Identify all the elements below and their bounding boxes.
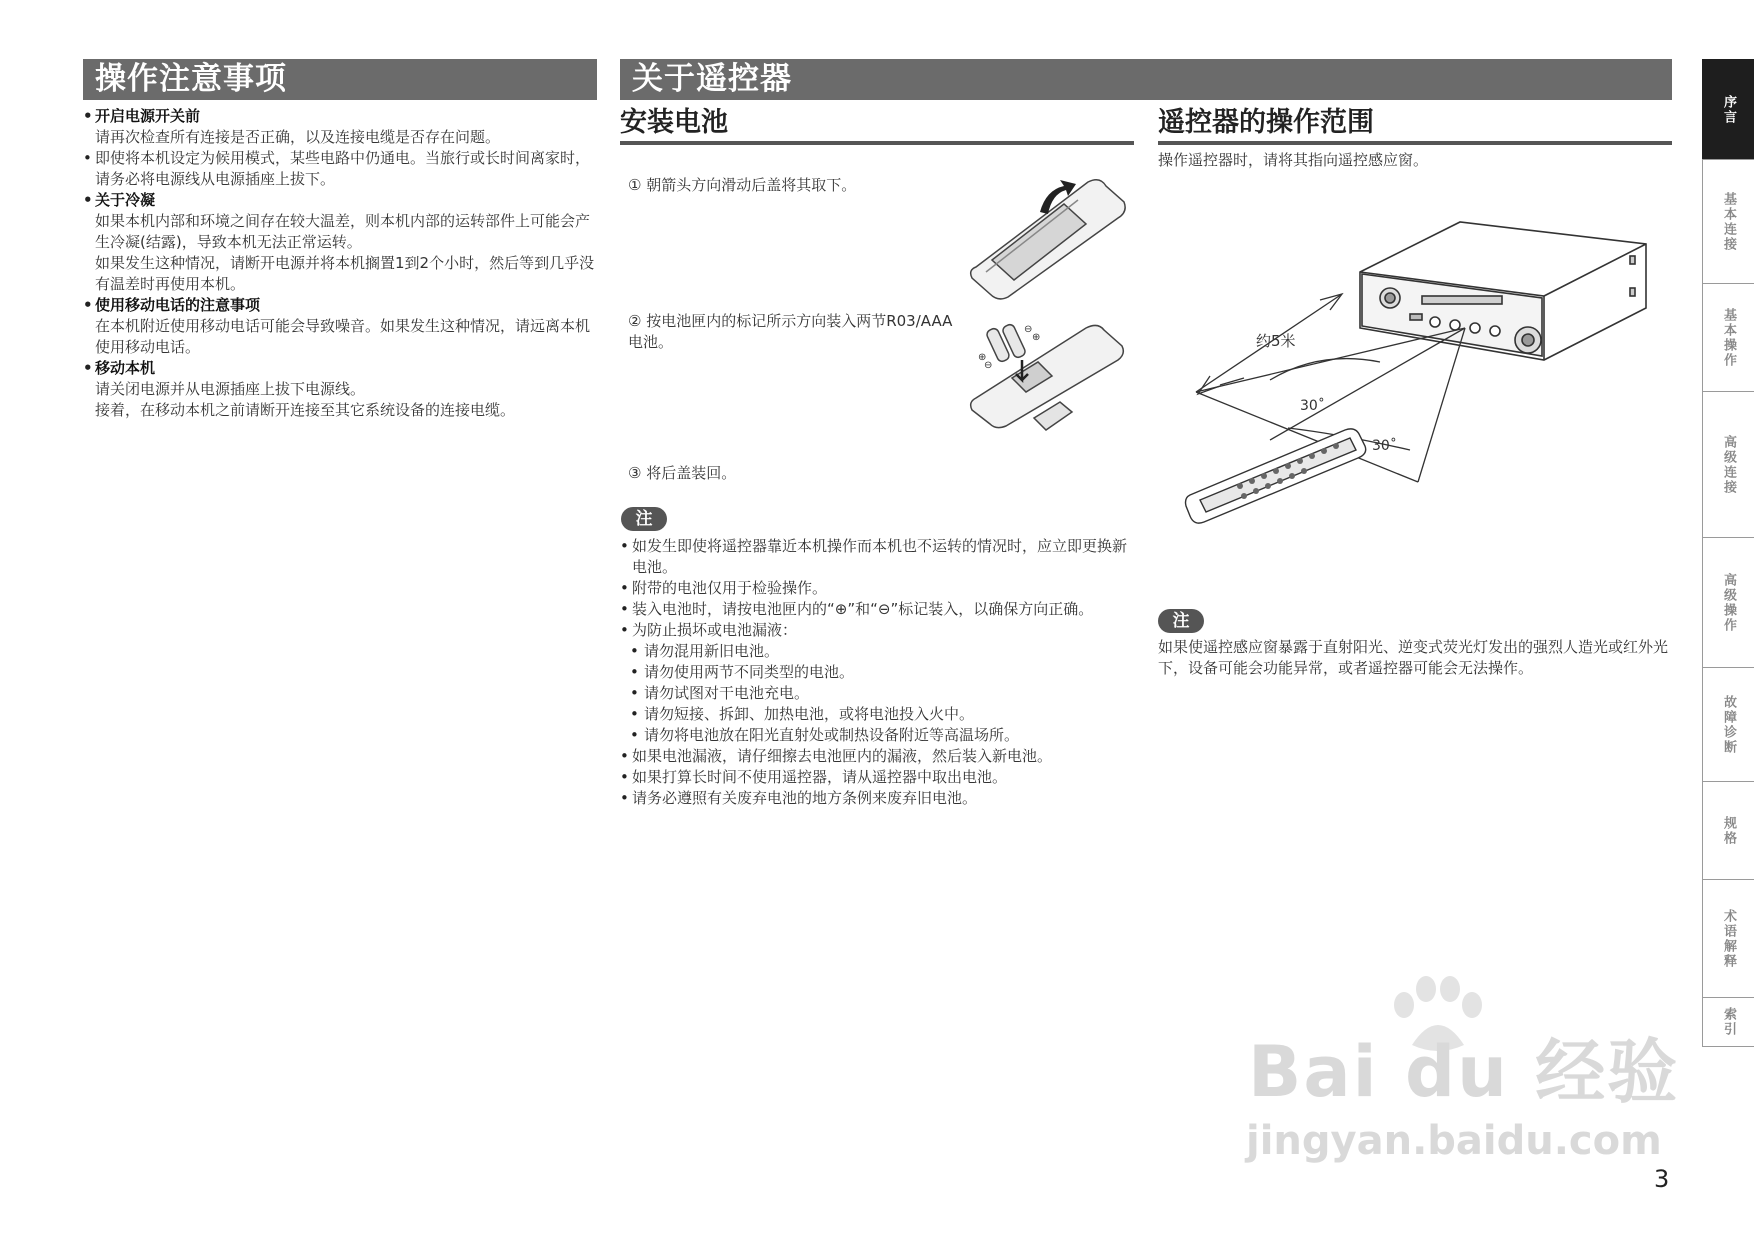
battery-step-3: ③ 将后盖装回。 — [628, 464, 737, 482]
range-angle-upper: 30˚ — [1300, 398, 1325, 414]
precaution-text: 请再次检查所有连接是否正确，以及连接电缆是否存在问题。 — [95, 128, 501, 146]
page-number: 3 — [1654, 1165, 1670, 1193]
range-angle-lower: 30˚ — [1372, 438, 1397, 454]
battery-note-item: • 如果电池漏液，请仔细擦去电池匣内的漏液，然后装入新电池。 — [620, 746, 1134, 767]
battery-subnote-item: • 请勿将电池放在阳光直射处或制热设备附近等高温场所。 — [620, 725, 1134, 746]
remote-cover-illustration — [968, 172, 1128, 302]
range-title: 遥控器的操作范围 — [1158, 103, 1672, 145]
side-tab-label: 序言 — [1721, 94, 1736, 125]
side-tab-advanced-connection[interactable] — [1702, 391, 1754, 537]
precaution-text: 如果发生这种情况，请断开电源并将本机搁置1到2个小时，然后等到几乎没有温差时再使用本机。 — [95, 254, 595, 293]
side-tab-label: 高级操作 — [1721, 572, 1736, 633]
svg-text:⊕: ⊕ — [978, 352, 987, 363]
side-tab-advanced-operation[interactable] — [1702, 537, 1754, 667]
range-note-badge: 注 — [1158, 609, 1204, 633]
precaution-text: 接着，在移动本机之前请断开连接至其它系统设备的连接电缆。 — [95, 401, 516, 419]
battery-step-2-text: ② 按电池匣内的标记所示方向装入两节R03/AAA电池。 — [628, 312, 953, 351]
battery-subnote-item: • 请勿混用新旧电池。 — [620, 641, 1134, 662]
precaution-head: • 移动本机 — [83, 358, 597, 379]
battery-note-item: • 如果打算长时间不使用遥控器，请从遥控器中取出电池。 — [620, 767, 1134, 788]
side-tab-basic-operation[interactable] — [1702, 283, 1754, 391]
precaution-head: • 使用移动电话的注意事项 — [83, 295, 597, 316]
battery-subnote-item: • 请勿使用两节不同类型的电池。 — [620, 662, 1134, 683]
range-note-text: 如果使遥控感应窗暴露于直射阳光、逆变式荧光灯发出的强烈人造光或红外光下，设备可能会功能异常，或者遥控器可能会无法操作。 — [1158, 638, 1669, 677]
battery-note-item: • 如发生即使将遥控器靠近本机操作而本机也不运转的情况时，应立即更换新电池。 — [620, 536, 1134, 578]
side-tab-label: 术语解释 — [1721, 908, 1736, 969]
precaution-head: • 关于冷凝 — [83, 190, 597, 211]
battery-note-badge: 注 — [621, 507, 667, 531]
battery-note-item: • 请务必遵照有关废弃电池的地方条例来废弃旧电池。 — [620, 788, 1134, 809]
side-tab-specifications[interactable] — [1702, 781, 1754, 879]
side-tab-label: 高级连接 — [1721, 434, 1736, 495]
battery-step-2 — [628, 311, 958, 353]
battery-step-1: ① 朝箭头方向滑动后盖将其取下。 — [628, 176, 857, 194]
side-tab-label: 基本连接 — [1721, 191, 1736, 252]
side-tab-label: 基本操作 — [1721, 307, 1736, 368]
battery-title: 安装电池 — [620, 103, 1134, 145]
precaution-text: 如果本机内部和环境之间存在较大温差，则本机内部的运转部件上可能会产生冷凝(结露)，导致本机无法正常运转。 — [95, 212, 591, 251]
side-tab-label: 规格 — [1721, 815, 1736, 846]
battery-notes — [620, 536, 1134, 809]
precaution-bullet: • 即使将本机设定为候用模式，某些电路中仍通电。当旅行或长时间离家时，请务必将电源线从电源插座上拔下。 — [83, 148, 597, 190]
section-header-precautions: 操作注意事项 — [83, 59, 597, 100]
battery-note-item: • 附带的电池仅用于检验操作。 — [620, 578, 1134, 599]
svg-text:⊕: ⊕ — [1032, 332, 1041, 343]
side-tab-preface[interactable] — [1702, 59, 1754, 159]
battery-subnote-item: • 请勿短接、拆卸、加热电池，或将电池投入火中。 — [620, 704, 1134, 725]
watermark-url: jingyan.baidu.com — [1246, 1118, 1662, 1164]
precaution-text: 在本机附近使用移动电话可能会导致噪音。如果发生这种情况，请远离本机使用移动电话。 — [95, 317, 591, 356]
svg-text:⊖: ⊖ — [984, 360, 993, 371]
battery-note-item: • 为防止损坏或电池漏液： — [620, 620, 1134, 641]
precaution-text: 请关闭电源并从电源插座上拔下电源线。 — [95, 380, 366, 398]
range-distance-label: 约5米 — [1256, 332, 1296, 350]
precaution-head: • 开启电源开关前 — [83, 106, 597, 127]
svg-text:⊖: ⊖ — [1024, 324, 1033, 335]
section-header-remote: 关于遥控器 — [620, 59, 1672, 100]
operating-range-diagram — [1160, 210, 1660, 530]
battery-insert-illustration — [968, 318, 1128, 448]
precautions-list — [83, 106, 597, 421]
watermark-logo: Bai du 经验 — [1248, 1031, 1680, 1113]
range-intro: 操作遥控器时，请将其指向遥控感应窗。 — [1158, 151, 1429, 169]
side-tab-basic-connection[interactable] — [1702, 159, 1754, 283]
side-tab-index[interactable] — [1702, 997, 1754, 1047]
side-tab-label: 索引 — [1721, 1007, 1736, 1037]
side-tab-glossary[interactable] — [1702, 879, 1754, 997]
battery-subnote-item: • 请勿试图对干电池充电。 — [620, 683, 1134, 704]
side-tab-troubleshooting[interactable] — [1702, 667, 1754, 781]
side-tab-label: 故障诊断 — [1721, 694, 1736, 755]
battery-note-item: • 装入电池时，请按电池匣内的“⊕”和“⊖”标记装入，以确保方向正确。 — [620, 599, 1134, 620]
